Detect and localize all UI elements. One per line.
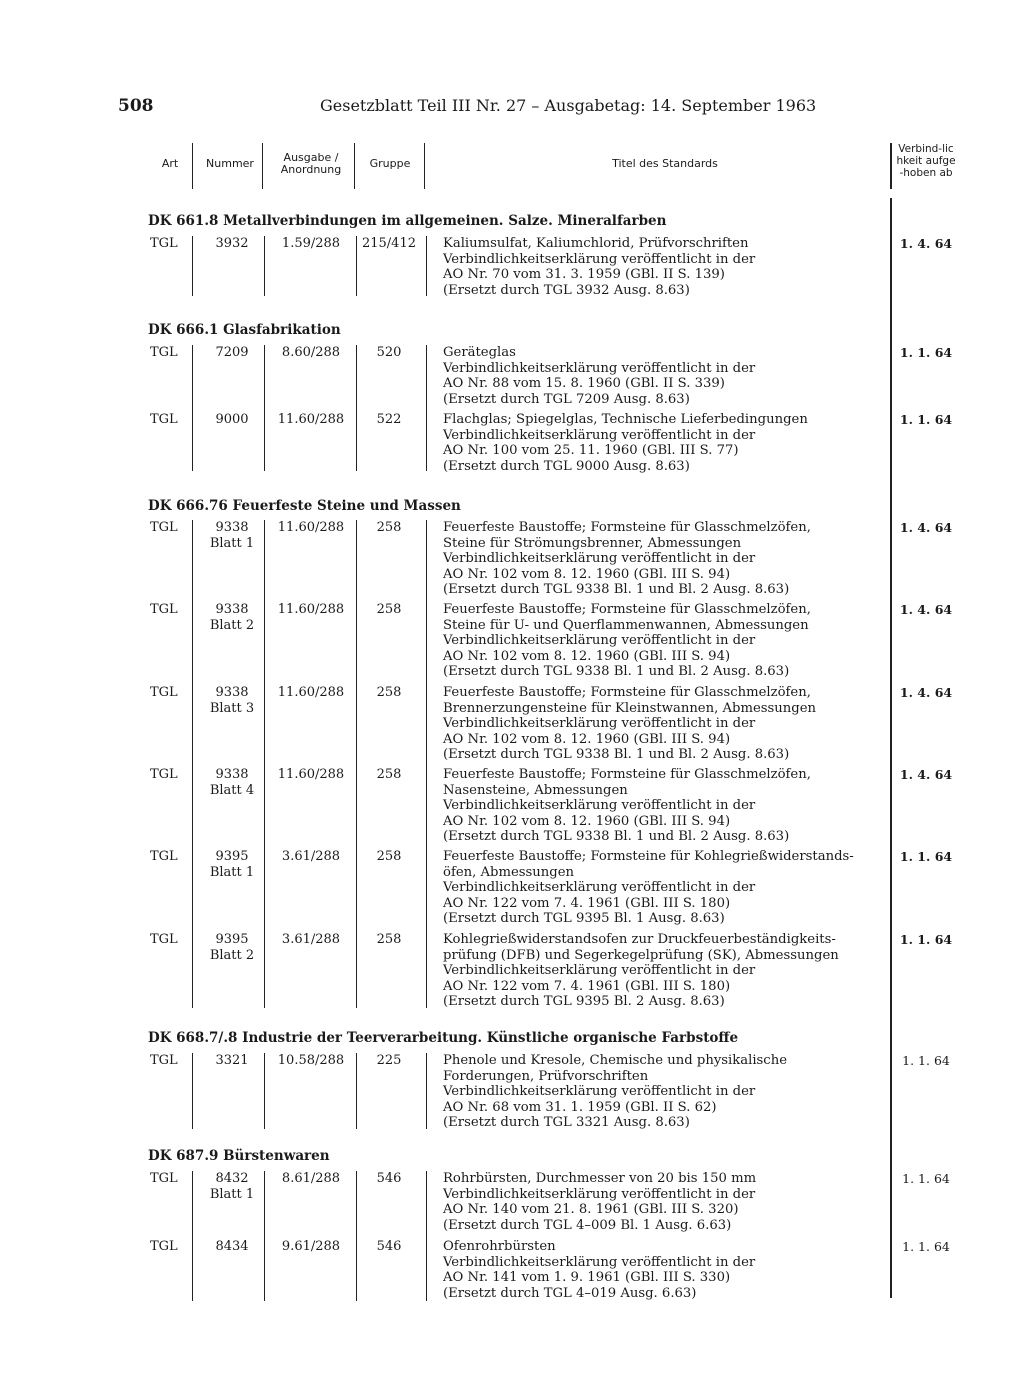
title-line: (Ersetzt durch TGL 9395 Bl. 2 Ausg. 8.63) xyxy=(443,994,725,1010)
art-cell: TGL xyxy=(150,520,178,535)
art-cell: TGL xyxy=(150,1053,178,1068)
gruppe-cell: 520 xyxy=(376,345,402,360)
title-line: Verbindlichkeitserklärung veröffentlicht in der xyxy=(443,360,756,376)
title-line: Steine für U- und Querflammenwannen, Abmessungen xyxy=(443,617,809,633)
ausgabe-cell: 3.61/288 xyxy=(281,932,341,947)
title-line: AO Nr. 70 vom 31. 3. 1959 (GBl. II S. 139) xyxy=(443,267,725,283)
ausgabe-cell: 9.61/288 xyxy=(281,1239,341,1254)
column-rule xyxy=(356,236,357,296)
title-line: (Ersetzt durch TGL 9000 Ausg. 8.63) xyxy=(443,458,690,474)
column-header-art: Art xyxy=(161,157,179,170)
date-cell: 1. 4. 64 xyxy=(899,685,953,700)
column-rule xyxy=(356,1053,357,1129)
gruppe-cell: 258 xyxy=(376,849,402,864)
gruppe-cell: 225 xyxy=(376,1053,402,1068)
column-rule xyxy=(426,236,427,296)
gruppe-cell: 258 xyxy=(376,685,402,700)
column-rule xyxy=(192,236,193,296)
ausgabe-cell: 11.60/288 xyxy=(277,602,345,617)
ausgabe-cell: 8.61/288 xyxy=(281,1171,341,1186)
title-line: (Ersetzt durch TGL 9338 Bl. 1 und Bl. 2 Ausg. 8.63) xyxy=(443,664,790,680)
title-line: Verbindlichkeitserklärung veröffentlicht in der xyxy=(443,880,756,896)
title-line: AO Nr. 102 vom 8. 12. 1960 (GBl. III S. 94) xyxy=(443,648,731,664)
title-line: AO Nr. 100 vom 25. 11. 1960 (GBl. III S. 77) xyxy=(443,443,739,459)
ausgabe-cell: 1.59/288 xyxy=(281,236,341,251)
art-cell: TGL xyxy=(150,767,178,782)
section-title: DK 666.76 Feuerfeste Steine und Massen xyxy=(148,498,461,514)
title-line: AO Nr. 122 vom 7. 4. 1961 (GBl. III S. 180) xyxy=(443,978,731,994)
title-line: AO Nr. 102 vom 8. 12. 1960 (GBl. III S. 94) xyxy=(443,566,731,582)
gruppe-cell: 258 xyxy=(376,767,402,782)
nummer-sheet: Blatt 1 xyxy=(209,1186,255,1202)
title-line: Rohrbürsten, Durchmesser von 20 bis 150 mm xyxy=(443,1171,757,1186)
title-line: AO Nr. 141 vom 1. 9. 1961 (GBl. III S. 330) xyxy=(443,1270,731,1286)
gruppe-cell: 546 xyxy=(376,1171,402,1186)
column-rule xyxy=(426,345,427,471)
title-line: öfen, Abmessungen xyxy=(443,864,575,880)
section-title: DK 687.9 Bürstenwaren xyxy=(148,1148,330,1164)
gruppe-cell: 258 xyxy=(376,520,402,535)
ausgabe-cell: 11.60/288 xyxy=(277,412,345,427)
header-divider xyxy=(354,143,355,189)
column-header-titel: Titel des Standards xyxy=(612,157,718,170)
date-cell: 1. 1. 64 xyxy=(902,1053,950,1068)
art-cell: TGL xyxy=(150,1171,178,1186)
date-cell: 1. 1. 64 xyxy=(899,412,953,427)
title-line: Verbindlichkeitserklärung veröffentlicht in der xyxy=(443,251,756,267)
title-line: Ofenrohrbürsten xyxy=(443,1239,556,1254)
title-line: Geräteglas xyxy=(443,345,516,360)
art-cell: TGL xyxy=(150,1239,178,1254)
nummer-sheet: Blatt 3 xyxy=(209,700,255,716)
header-divider xyxy=(192,143,193,189)
title-line: (Ersetzt durch TGL 4–019 Ausg. 6.63) xyxy=(443,1285,697,1301)
nummer-cell: 9395 xyxy=(215,932,249,947)
column-rule xyxy=(356,520,357,1008)
title-line: Verbindlichkeitserklärung veröffentlicht in der xyxy=(443,427,756,443)
gruppe-cell: 258 xyxy=(376,932,402,947)
nummer-cell: 3321 xyxy=(215,1053,249,1068)
column-rule xyxy=(426,1171,427,1301)
title-line: AO Nr. 88 vom 15. 8. 1960 (GBl. II S. 339) xyxy=(443,376,725,392)
header-divider xyxy=(890,143,892,189)
column-rule xyxy=(264,236,265,296)
column-rule xyxy=(192,1053,193,1129)
date-cell: 1. 1. 64 xyxy=(902,1171,950,1186)
header-divider xyxy=(424,143,425,189)
column-rule xyxy=(192,1171,193,1301)
nummer-sheet: Blatt 1 xyxy=(209,864,255,880)
art-cell: TGL xyxy=(150,849,178,864)
title-line: Verbindlichkeitserklärung veröffentlicht in der xyxy=(443,633,756,649)
nummer-sheet: Blatt 2 xyxy=(209,947,255,963)
title-line: prüfung (DFB) und Segerkegelprüfung (SK), Abmessungen xyxy=(443,947,839,963)
header-divider xyxy=(262,143,263,189)
title-line: AO Nr. 102 vom 8. 12. 1960 (GBl. III S. 94) xyxy=(443,731,731,747)
title-line: AO Nr. 140 vom 21. 8. 1961 (GBl. III S. 320) xyxy=(443,1202,739,1218)
title-line: (Ersetzt durch TGL 9338 Bl. 1 und Bl. 2 Ausg. 8.63) xyxy=(443,829,790,845)
nummer-cell: 7209 xyxy=(215,345,249,360)
title-line: Feuerfeste Baustoffe; Formsteine für Glasschmelzöfen, xyxy=(443,520,811,535)
art-cell: TGL xyxy=(150,685,178,700)
date-cell: 1. 1. 64 xyxy=(899,345,953,360)
column-header-verbindlichkeit: Verbind-lichkeit aufge-hoben ab xyxy=(896,143,956,179)
title-line: Forderungen, Prüfvorschriften xyxy=(443,1068,649,1084)
art-cell: TGL xyxy=(150,602,178,617)
nummer-cell: 3932 xyxy=(215,236,249,251)
title-line: Phenole und Kresole, Chemische und physikalische xyxy=(443,1053,787,1068)
nummer-cell: 9000 xyxy=(215,412,249,427)
title-line: (Ersetzt durch TGL 4–009 Bl. 1 Ausg. 6.63) xyxy=(443,1217,732,1233)
column-header-gruppe: Gruppe xyxy=(369,157,411,170)
column-rule xyxy=(356,1171,357,1301)
ausgabe-cell: 10.58/288 xyxy=(277,1053,345,1068)
date-cell: 1. 4. 64 xyxy=(899,602,953,617)
page-title: Gesetzblatt Teil III Nr. 27 – Ausgabetag: 14. September 1963 xyxy=(320,96,817,115)
column-rule xyxy=(192,345,193,471)
title-line: Kaliumsulfat, Kaliumchlorid, Prüfvorschriften xyxy=(443,236,749,251)
ausgabe-cell: 11.60/288 xyxy=(277,767,345,782)
nummer-cell: 9395 xyxy=(215,849,249,864)
art-cell: TGL xyxy=(150,412,178,427)
title-line: Verbindlichkeitserklärung veröffentlicht in der xyxy=(443,551,756,567)
column-rule xyxy=(426,520,427,1008)
ausgabe-cell: 11.60/288 xyxy=(277,520,345,535)
page-number: 508 xyxy=(118,96,154,116)
date-cell: 1. 1. 64 xyxy=(902,1239,950,1254)
nummer-cell: 9338 xyxy=(215,767,249,782)
title-line: Steine für Strömungsbrenner, Abmessungen xyxy=(443,535,742,551)
gruppe-cell: 546 xyxy=(376,1239,402,1254)
title-line: AO Nr. 68 vom 31. 1. 1959 (GBl. II S. 62) xyxy=(443,1099,717,1115)
date-cell: 1. 1. 64 xyxy=(899,932,953,947)
title-line: Verbindlichkeitserklärung veröffentlicht in der xyxy=(443,798,756,814)
nummer-cell: 9338 xyxy=(215,685,249,700)
title-line: Feuerfeste Baustoffe; Formsteine für Kohlegrießwiderstands- xyxy=(443,849,854,864)
title-line: Verbindlichkeitserklärung veröffentlicht in der xyxy=(443,716,756,732)
column-rule xyxy=(264,1053,265,1129)
page-header xyxy=(118,96,817,120)
nummer-cell: 9338 xyxy=(215,520,249,535)
column-rule xyxy=(264,520,265,1008)
title-line: AO Nr. 102 vom 8. 12. 1960 (GBl. III S. 94) xyxy=(443,813,731,829)
title-line: Verbindlichkeitserklärung veröffentlicht in der xyxy=(443,963,756,979)
title-line: Flachglas; Spiegelglas, Technische Lieferbedingungen xyxy=(443,412,808,427)
gruppe-cell: 215/412 xyxy=(361,236,416,251)
section-title: DK 666.1 Glasfabrikation xyxy=(148,322,341,338)
date-cell: 1. 1. 64 xyxy=(899,849,953,864)
nummer-cell: 8434 xyxy=(215,1239,249,1254)
title-line: Kohlegrießwiderstandsofen zur Druckfeuerbeständigkeits- xyxy=(443,932,836,947)
title-line: (Ersetzt durch TGL 9338 Bl. 1 und Bl. 2 Ausg. 8.63) xyxy=(443,747,790,763)
section-title: DK 661.8 Metallverbindungen im allgemeinen. Salze. Mineralfarben xyxy=(148,213,667,229)
nummer-sheet: Blatt 4 xyxy=(209,782,255,798)
title-line: Brennerzungensteine für Kleinstwannen, Abmessungen xyxy=(443,700,817,716)
art-cell: TGL xyxy=(150,932,178,947)
nummer-cell: 8432 xyxy=(215,1171,249,1186)
title-line: (Ersetzt durch TGL 9338 Bl. 1 und Bl. 2 Ausg. 8.63) xyxy=(443,582,790,598)
column-rule xyxy=(264,1171,265,1301)
title-line: Verbindlichkeitserklärung veröffentlicht in der xyxy=(443,1186,756,1202)
title-line: Feuerfeste Baustoffe; Formsteine für Glasschmelzöfen, xyxy=(443,602,811,617)
column-header-nummer: Nummer xyxy=(206,157,254,170)
title-line: Verbindlichkeitserklärung veröffentlicht in der xyxy=(443,1254,756,1270)
nummer-sheet: Blatt 1 xyxy=(209,535,255,551)
ausgabe-cell: 8.60/288 xyxy=(281,345,341,360)
title-line: (Ersetzt durch TGL 7209 Ausg. 8.63) xyxy=(443,391,690,407)
column-rule xyxy=(426,1053,427,1129)
title-line: Verbindlichkeitserklärung veröffentlicht in der xyxy=(443,1084,756,1100)
date-cell: 1. 4. 64 xyxy=(899,236,953,251)
ausgabe-cell: 11.60/288 xyxy=(277,685,345,700)
nummer-cell: 9338 xyxy=(215,602,249,617)
column-rule xyxy=(264,345,265,471)
column-rule xyxy=(356,345,357,471)
section-title: DK 668.7/.8 Industrie der Teerverarbeitung. Künstliche organische Farbstoffe xyxy=(148,1030,739,1046)
date-column-rule xyxy=(890,198,892,1298)
title-line: (Ersetzt durch TGL 3321 Ausg. 8.63) xyxy=(443,1115,690,1131)
title-line: Feuerfeste Baustoffe; Formsteine für Glasschmelzöfen, xyxy=(443,767,811,782)
gruppe-cell: 258 xyxy=(376,602,402,617)
date-cell: 1. 4. 64 xyxy=(899,767,953,782)
ausgabe-cell: 3.61/288 xyxy=(281,849,341,864)
column-header-ausgabe: Ausgabe / Anordnung xyxy=(280,151,342,176)
art-cell: TGL xyxy=(150,345,178,360)
gruppe-cell: 522 xyxy=(376,412,402,427)
nummer-sheet: Blatt 2 xyxy=(209,617,255,633)
art-cell: TGL xyxy=(150,236,178,251)
title-line: (Ersetzt durch TGL 3932 Ausg. 8.63) xyxy=(443,282,690,298)
title-line: AO Nr. 122 vom 7. 4. 1961 (GBl. III S. 180) xyxy=(443,895,731,911)
title-line: (Ersetzt durch TGL 9395 Bl. 1 Ausg. 8.63) xyxy=(443,911,725,927)
column-rule xyxy=(192,520,193,1008)
date-cell: 1. 4. 64 xyxy=(899,520,953,535)
title-line: Feuerfeste Baustoffe; Formsteine für Glasschmelzöfen, xyxy=(443,685,811,700)
title-line: Nasensteine, Abmessungen xyxy=(443,782,628,798)
